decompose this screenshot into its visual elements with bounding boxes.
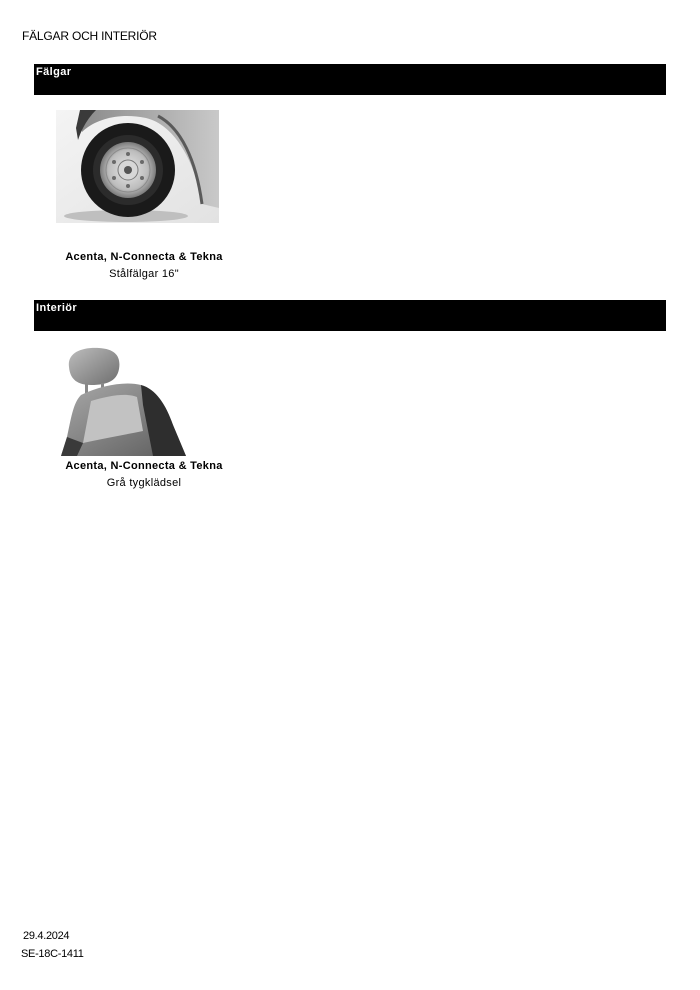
section-header-falgar: Fälgar (34, 64, 666, 95)
page-title: FÄLGAR OCH INTERIÖR (22, 29, 157, 43)
section-header-interior: Interiör (34, 300, 666, 331)
footer-document-code: SE-18C-1411 (21, 948, 84, 960)
falgar-description: Stålfälgar 16" (109, 268, 179, 280)
steel-wheel-image (56, 110, 219, 223)
interior-trim-label: Acenta, N-Connecta & Tekna (65, 460, 223, 472)
footer-date: 29.4.2024 (23, 930, 70, 942)
falgar-trim-label: Acenta, N-Connecta & Tekna (65, 251, 223, 263)
interior-description: Grå tygklädsel (106, 477, 182, 489)
seat-image (61, 345, 186, 456)
